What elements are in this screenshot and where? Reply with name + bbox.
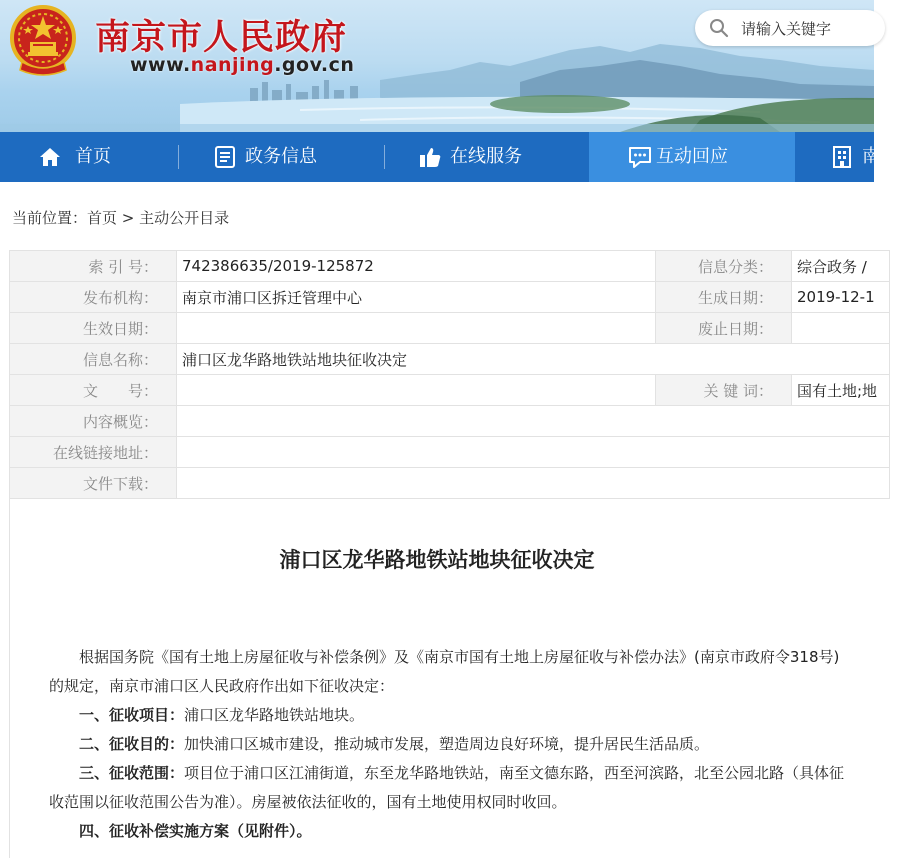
nav-gov-info[interactable] xyxy=(180,132,382,182)
breadcrumb-home-link[interactable]: 首页 xyxy=(87,209,118,227)
generated-date-label: 生成日期： xyxy=(656,282,792,313)
table-row xyxy=(10,375,890,406)
table-row xyxy=(10,468,890,499)
doc-no-label: 文 号： xyxy=(10,375,177,406)
table-row xyxy=(10,344,890,375)
nav-nanjing[interactable] xyxy=(795,132,915,182)
search-input[interactable] xyxy=(739,17,883,41)
main-nav xyxy=(0,132,880,182)
nav-gov-info-label: 政务信息 xyxy=(245,146,317,167)
home-icon xyxy=(38,145,62,169)
summary-value xyxy=(177,406,890,437)
effective-date-value xyxy=(177,313,656,344)
table-row xyxy=(10,313,890,344)
info-name-value: 浦口区龙华路地铁站地块征收决定 xyxy=(177,344,890,375)
index-no-label: 索 引 号： xyxy=(10,251,177,282)
site-url xyxy=(130,54,354,76)
item-3-text: 项目位于浦口区江浦街道，东至龙华路地铁站，南至文德东路，西至河滨路，北至公园北路（具体征收范围以征收范围公告为准）。房屋被依法征收的，国有土地使用权同时收回。 xyxy=(49,764,845,811)
article-item-2 xyxy=(49,730,849,759)
site-title[interactable]: 南京市人民政府 xyxy=(95,18,348,58)
repeal-date-label: 废止日期： xyxy=(656,313,792,344)
publisher-value: 南京市浦口区拆迁管理中心 xyxy=(177,282,656,313)
nav-interaction-label: 互动回应 xyxy=(656,146,728,167)
effective-date-label: 生效日期： xyxy=(10,313,177,344)
article-body xyxy=(49,643,849,846)
keywords-label: 关 键 词： xyxy=(656,375,792,406)
site-url-domain: nanjing xyxy=(190,54,275,76)
thumbs-up-icon xyxy=(418,145,442,169)
table-row xyxy=(10,437,890,468)
doc-no-value xyxy=(177,375,656,406)
index-no-value: 742386635/2019-125872 xyxy=(177,251,656,282)
header-banner xyxy=(0,0,874,132)
nav-online-service-label: 在线服务 xyxy=(450,146,522,167)
info-table xyxy=(9,250,890,499)
article-title: 浦口区龙华路地铁站地块征收决定 xyxy=(279,548,595,572)
online-link-label: 在线链接地址： xyxy=(10,437,177,468)
breadcrumb-catalog-link[interactable]: 主动公开目录 xyxy=(139,209,230,227)
article xyxy=(9,498,890,858)
nav-online-service[interactable] xyxy=(386,132,589,182)
item-2-label: 二、征收目的： xyxy=(79,735,185,753)
search-box xyxy=(695,10,885,46)
nav-home[interactable] xyxy=(0,132,175,182)
file-download-label: 文件下载： xyxy=(10,468,177,499)
online-link-value[interactable] xyxy=(177,437,890,468)
nav-interaction[interactable] xyxy=(589,132,795,182)
file-download-value[interactable] xyxy=(177,468,890,499)
breadcrumb-separator: > xyxy=(117,209,140,227)
article-item-3 xyxy=(49,759,849,817)
category-value: 综合政务 / xyxy=(792,251,890,282)
nav-nanjing-label: 南 xyxy=(862,146,880,167)
nav-home-label: 首页 xyxy=(75,146,111,167)
article-intro: 根据国务院《国有土地上房屋征收与补偿条例》及《南京市国有土地上房屋征收与补偿办法》(南京市政府令318号)的规定，南京市浦口区人民政府作出如下征收决定： xyxy=(49,648,840,695)
chat-icon xyxy=(628,145,652,169)
item-2-text: 加快浦口区城市建设，推动城市发展，塑造周边良好环境，提升居民生活品质。 xyxy=(184,735,710,753)
category-label: 信息分类： xyxy=(656,251,792,282)
info-name-label: 信息名称： xyxy=(10,344,177,375)
nav-divider xyxy=(178,145,179,169)
table-row xyxy=(10,282,890,313)
summary-label: 内容概览： xyxy=(10,406,177,437)
article-item-4[interactable]: 四、征收补偿实施方案（见附件）。 xyxy=(79,822,312,840)
table-row xyxy=(10,251,890,282)
item-1-text: 浦口区龙华路地铁站地块。 xyxy=(184,706,365,724)
nav-divider xyxy=(384,145,385,169)
search-icon[interactable] xyxy=(709,18,729,38)
table-row xyxy=(10,406,890,437)
article-item-1 xyxy=(49,701,849,730)
building-icon xyxy=(830,145,854,169)
breadcrumb xyxy=(12,207,229,228)
item-3-label: 三、征收范围： xyxy=(79,764,185,782)
site-url-prefix: www. xyxy=(130,54,191,76)
breadcrumb-prefix: 当前位置： xyxy=(12,209,88,227)
site-url-suffix: .gov.cn xyxy=(274,54,355,76)
item-1-label: 一、征收项目： xyxy=(79,706,185,724)
generated-date-value: 2019-12-1 xyxy=(792,282,890,313)
national-emblem-icon xyxy=(8,4,78,78)
keywords-value: 国有土地;地 xyxy=(792,375,890,406)
publisher-label: 发布机构： xyxy=(10,282,177,313)
repeal-date-value xyxy=(792,313,890,344)
document-icon xyxy=(213,145,237,169)
